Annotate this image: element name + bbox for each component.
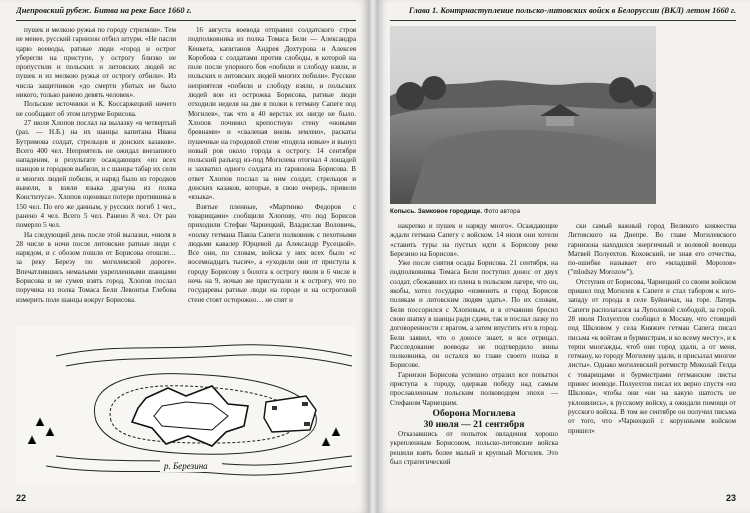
running-head-left: Днепровский рубеж. Битва на реке Басе 1660 г. (16, 6, 356, 21)
paragraph: На следующий день после этой вылазки, «июля в 28 числе в ночи после литовские ратные люди с нарядом, и с обозом пошли от Борисова отошли… за реку Березу по могилевской дороге». Впечатлившись немалыми укрепленными шанцами Борисова и не сумев взять город. Хлопов послал поручика из полка Томаса Бели Левонтья Глебова измерить поле шанцы вокруг Борисова. (16, 230, 176, 304)
paragraph: 27 июля Хлопов послал на вылазку «в четвертый (раз. — Н.Б.) на их шанцы капитана Ивана Бутримова солдат, стрельцов и донских казаков». Всего 400 чел. Неприятель не ожидал внезапного нападения, в результате осаждающих «из всех шанцов и городков выбили, и с шанцы табар их сели и многих людей побили, и наряд было из городков вынели, в взяли языка драгуна из полка Конституса». Хлопов оценивал потери противника в 150 чел. По его же данным, у русских погиб 1 чел., ранено 4 чел. Всего 5 чел. Ранено 8 чел. От ран померло 5 чел. (16, 118, 176, 230)
right-column-2 (568, 222, 736, 486)
folio-left: 22 (16, 493, 27, 503)
section-title-line-2: 30 июля — 21 сентября (423, 418, 525, 430)
paragraph: Польские источники и К. Коссаржецкий ничего не сообщают об этом штурме Борисова. (16, 100, 176, 118)
paragraph: Уже после снятия осады Борисова. 21 сентября, на подполковника Томаса Бели поступил донос от двух солдат, сбежавших из плена в польском лагере, что он, якобы, хотел государю «изменить и город Борисов полякам и литовским людям здать». По их словам, Беля поссорился с Хлоповым, и в отчаянии бросил свою шапку в шанцы ради сдачи, так и послал лазку по договоренности с врагом, а затем впустить его в город. Бели заявил, что о доносе знает, и все отрицал. Расследование воеводы не подтвердило вины полковника, он остался во главе своего полка в Борисове. (390, 259, 558, 370)
right-page (378, 0, 750, 513)
book-gutter (368, 0, 378, 513)
photo-caption-title: Копысь. Замковое городище. (390, 208, 483, 215)
paragraph: пушек и мелкою ружья по городу стреляли». Тем не менее, русский гарнизон отбил штурм. «Не пасли царю воеводы, ратные люди «город и острог уберегли на приступе, у острогу близко не пропустили и польских и литовских людей ис пушек и из мелкою ружья от острогу отбили». Из числа защитников «до смерти убитых не было никого, только ранено девять человек». (16, 26, 176, 100)
section-title (390, 408, 558, 430)
map-river-label: р. Березина (164, 461, 208, 471)
paragraph: Отступив от Борисова, Чарнецкий со своим войском пришел под Могилев к Сапеге и стал табором к юго-западу от города в селе Буйничах, на горе. Латерь Сапеги располагался за Луполовой слободой, за горой. 28 июля Полуехтов сообщил в Москву, что стоящий под Шкловом у села Княжич гетман Сапега писал письма «к войтам и бурмистрам, и ко всему месту», и к терпи многажды, чтоб они город здали, а от меня, гетману, ко городу Могилеву здали, и присылал многие листы». Однако могилевский ротмистр Миколай Гелда с товарищами и бурмистрами гетманские листы принес воеводе. Полуехтов писал их верно спустя «из Шклова», чтобы они «ни на какую шатость не уклонялись», к русскому войску, а ожидали помощи от русского войска. В том же сентябре он получил письма от того, что «Чарнецкой с коруннымм войском пришел» (568, 277, 736, 435)
paragraph: ски самый важный город Великого княжества Литовского на Днепре. Во главе Могилевского гарнизона находился энергичный и волевой воевода Матвей Полуехтов. Коховский, не зная его отчества, по-ошибке называет его «младший Морозов» ("mlodszy Morozow"). (568, 222, 736, 277)
running-head-right: Глава 1. Контрнаступление польско-литовских войск в Белоруссии (ВКЛ) летом 1660 г. (390, 6, 736, 21)
section-title-line-1: Оборона Могилева (432, 407, 516, 419)
left-column-2 (188, 26, 356, 323)
left-column-1 (16, 26, 176, 323)
photo-caption-credit: Фото автора (483, 208, 521, 215)
paragraph: накрепко и пушек и наряду много». Осаждающие ждали гетмана Сапегу с войском. 14 июля они хотели «ставить туры на пустых идти к Борисову реке Березино на Борисов». (390, 222, 558, 258)
paragraph: 16 августа воевода отправил солдатского строя подполковника из полка Томаса Бели — Александра Кенкета, капитанов Андрея Дохтурова и Алексея Коробова с солдатами против слободы, в которой на поле после упорного боя «побили и слободу взяли, и польских и литовских людей многих побили». Русские неприятеля «побили и слободу взяли, и польских людей вон из острожка Борисова, ратные люди отходили неделя на две в полки к гетману Сапеге под Могилев», так что в 40 верстах их нигде не было. Хлопов починил крепостную стену «новыми бревнами» и «сваленая вновь землею», раскаты пушечные на городовой стене «подела новые» и вынул новый ров около города к острогу. 14 сентября польский разъезд из-под Могилева отогнал 4 лошадей и захватил одного солдата из гарнизона Борисова. В ответ Хлопов послал за ним солдат, стрельцов и донских казаков, которые, в свою очередь, привели «языка». (188, 26, 356, 202)
photo-caption (390, 208, 656, 216)
paragraph: Взятые пленные, «Мартинко Федоров с товарищами» сообщили Хлопову, что под Борисов приходили Стефан Чарнецкий, Владислав Воловичь, «полку гетмана Павла Сапеги полковник с пехотными людьми кавалер Юрцевой да Александр Русецкой». Все они, по словам, войска у них всех было «с восемнадцать тысяч», а «уходили они от приступа к городу Борисову з болота к острогу июля в 6 числе в ночь на 9, ночью же приступали и к острогу, что по государевы ратные люди на городе и на остроговой стене стоят осторожно… не спят и (188, 202, 356, 304)
paragraph: Гарнизон Борисова успешно отразил все попытки приступа к городу, одержав победу над самым прославленным польским полководцем эпохи — Стефаном Чарнецким. (390, 370, 558, 407)
kopys-castle-photo (390, 26, 656, 204)
right-column-1 (390, 222, 558, 486)
paragraph: Отказавшись от попыток овладения хорошо укрепленным Борисовом, польско-литовские войска решили взять более малый и крупный Могилев. Это был стратегический (390, 429, 558, 466)
folio-right: 23 (725, 493, 736, 503)
borisov-castle-drawing (16, 326, 356, 484)
left-page (0, 0, 368, 513)
